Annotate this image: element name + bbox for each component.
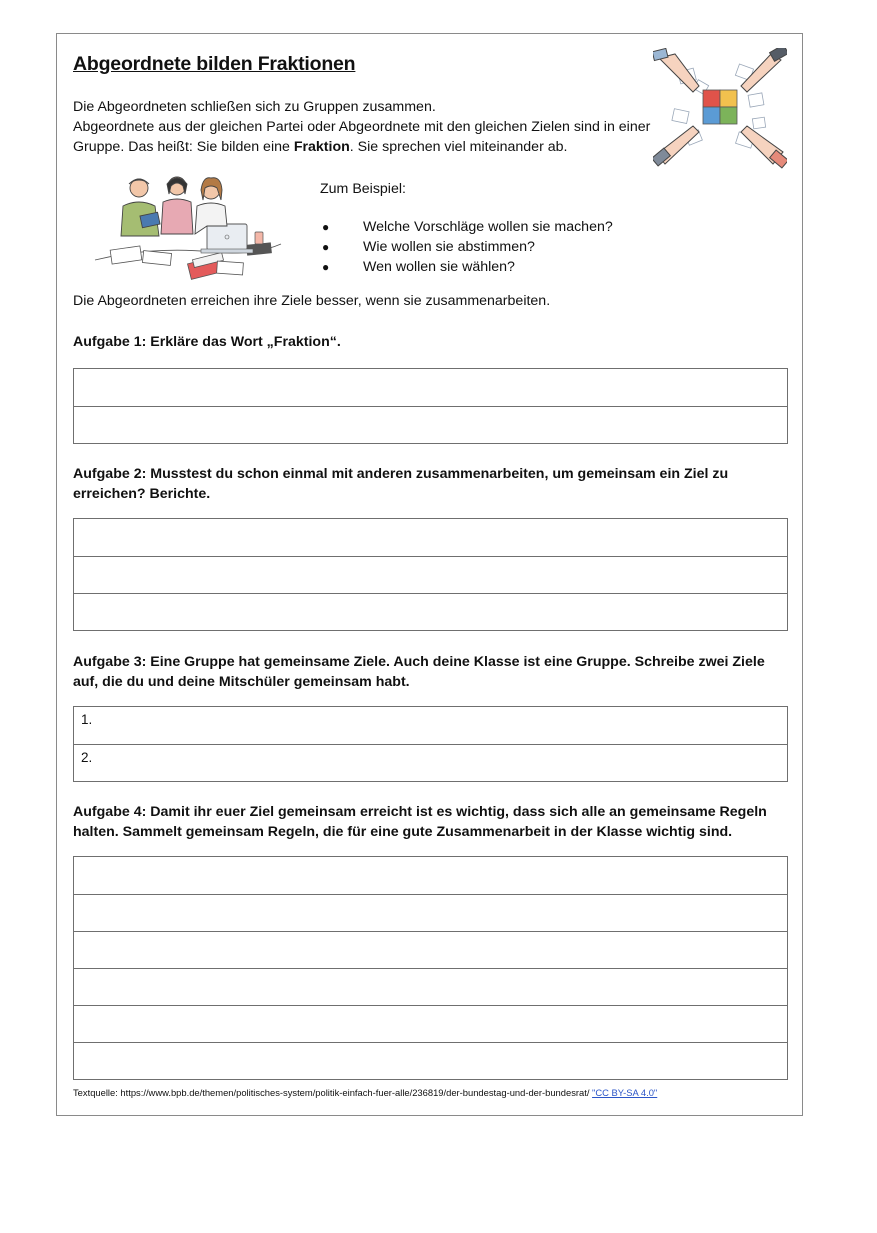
answer-line[interactable] — [74, 369, 787, 406]
intro-line-1: Die Abgeordneten schließen sich zu Gruppen zusammen. — [73, 99, 436, 115]
group-work-illustration — [93, 174, 283, 286]
bullet-icon: ● — [322, 220, 330, 234]
answer-line[interactable] — [74, 406, 787, 443]
answer-line[interactable] — [74, 519, 787, 556]
task-3-answer-box — [73, 706, 788, 782]
page-title: Abgeordnete bilden Fraktionen — [73, 53, 356, 75]
answer-line[interactable] — [74, 968, 787, 1005]
conclusion-text: Die Abgeordneten erreichen ihre Ziele besser, wenn sie zusammenarbeiten. — [73, 293, 551, 309]
answer-line[interactable] — [74, 857, 787, 894]
task-4-answer-box — [73, 856, 788, 1080]
answer-line[interactable] — [74, 1042, 787, 1079]
source-text: Textquelle: https://www.bpb.de/themen/politisches-system/politik-einfach-fuer-alle/236819/der-bundestag-und-der-bundesrat/ — [73, 1087, 593, 1098]
answer-line[interactable] — [74, 931, 787, 968]
example-block — [320, 179, 613, 277]
task-2-prompt: Aufgabe 2: Musstest du schon einmal mit anderen zusammenarbeiten, um gemeinsam ein Ziel zu erreichen? Berichte. — [73, 466, 729, 502]
answer-line[interactable] — [74, 1005, 787, 1042]
puzzle-hands-illustration — [653, 48, 787, 170]
bullet-icon: ● — [322, 240, 330, 254]
example-list — [320, 217, 613, 277]
source-footnote — [73, 1087, 657, 1098]
intro-text — [73, 97, 653, 157]
answer-line[interactable]: 1. — [81, 712, 93, 727]
task-4-prompt: Aufgabe 4: Damit ihr euer Ziel gemeinsam erreicht ist es wichtig, dass sich alle an gemeinsame Regeln halten. Sammelt gemeinsam Regeln, die für eine gute Zusammenarbeit in der Klasse wichtig sind. — [73, 804, 767, 840]
example-lead: Zum Beispiel: — [320, 181, 406, 197]
intro-line-2: Abgeordnete aus der gleichen Partei oder Abgeordnete mit den gleichen Zielen sind in einer Gruppe. Das heißt: Sie bilden eine Fraktion. Sie sprechen viel miteinander ab. — [73, 119, 651, 155]
task-1-prompt: Aufgabe 1: Erkläre das Wort „Fraktion“. — [73, 334, 341, 350]
task-3-prompt: Aufgabe 3: Eine Gruppe hat gemeinsame Ziele. Auch deine Klasse ist eine Gruppe. Schreibe zwei Ziele auf, die du und deine Mitschüler gemeinsam habt. — [73, 654, 765, 690]
worksheet-page — [56, 33, 803, 1116]
answer-line[interactable] — [74, 556, 787, 593]
answer-line[interactable]: 2. — [74, 744, 787, 781]
list-item: ● Wie wollen sie abstimmen? — [322, 239, 535, 255]
task-1-answer-box — [73, 368, 788, 444]
fraktion-term: Fraktion — [293, 139, 350, 155]
license-link[interactable]: "CC BY-SA 4.0" — [592, 1087, 658, 1098]
list-item: ● Wen wollen sie wählen? — [322, 259, 515, 275]
answer-line[interactable] — [74, 894, 787, 931]
task-2-answer-box — [73, 518, 788, 631]
bullet-icon: ● — [322, 260, 330, 274]
answer-line[interactable] — [74, 593, 787, 630]
list-item: ● Welche Vorschläge wollen sie machen? — [322, 219, 613, 235]
